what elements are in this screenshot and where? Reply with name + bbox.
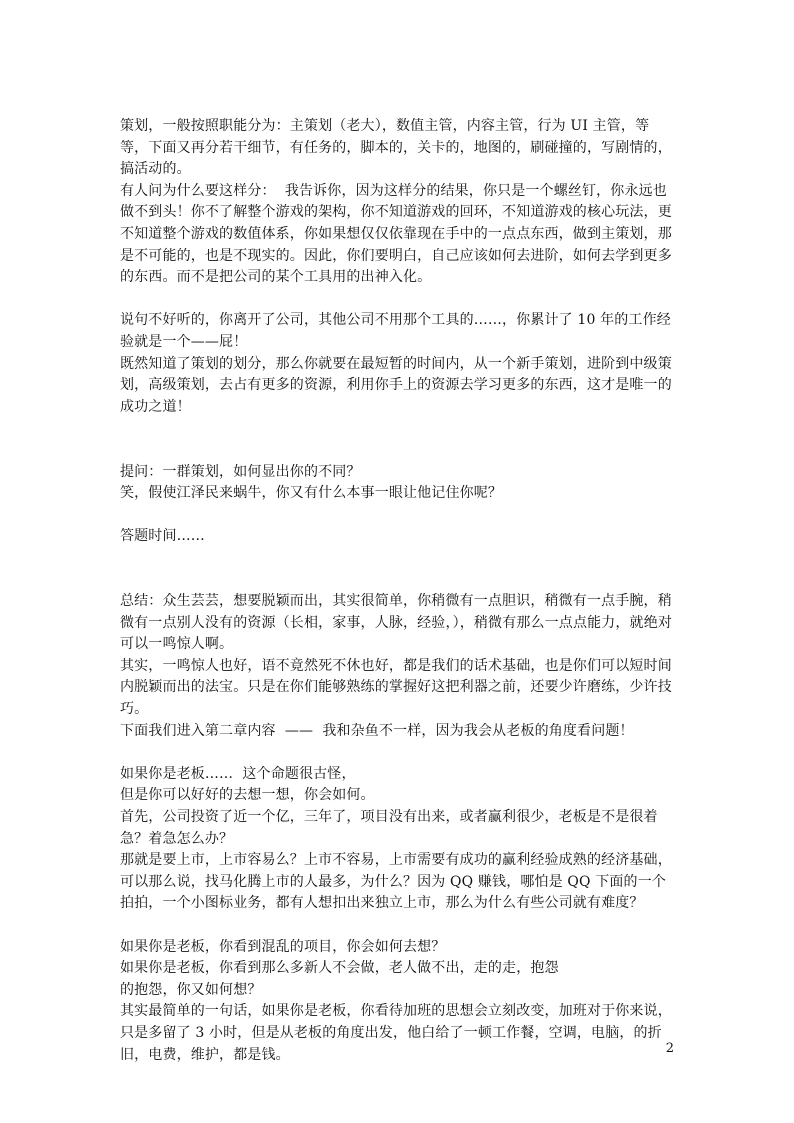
paragraph-investment: 首先，公司投资了近一个亿，三年了，项目没有出来，或者赢利很少，老板是不是很着急？着急怎么办？ [120,809,658,847]
paragraph-why-divide: 有人问为什么要这样分： 我告诉你，因为这样分的结果，你只是一个螺丝钉，你永远也做不到头！你不了解整个游戏的架构，你不知道游戏的回环，不知道游戏的核心玩法，更不知道整个游戏的数值体系，你如果想仅仅依靠现在手中的一点点东西，做到主策划，那是不可能的，也是不现实的。因此，你们要明白，自己应该如何去进阶，如何去学到更多的东西。而不是把公司的某个工具用的出神入化。 [120,182,672,286]
paragraph-chapter-two: 下面我们进入第二章内容 —— 我和杂鱼不一样，因为我会从老板的角度看问题！ [120,722,634,739]
blank-lines [120,548,676,591]
page-number: 2 [665,1041,674,1056]
paragraph-skills: 其实，一鸣惊人也好，语不竟然死不休也好，都是我们的话术基础，也是你们可以短时间内脱颖而出的法宝。只是在你们能够熟练的掌握好这把利器之前，还要少许磨练，少许技巧。 [120,657,672,718]
paragraph-messy-project: 如果你是老板，你看到混乱的项目，你会如何去想？ [120,938,446,955]
blank-line [120,742,676,764]
paragraph-roles: 策划，一般按照职能分为：主策划（老大），数值主管，内容主管，行为 UI 主管，等等，下面又再分若干细节，有任务的，脚本的，关卡的，地图的，刷碰撞的，写剧情的，搞活动的。 [120,118,672,178]
document-body [120,116,676,1066]
paragraph-answer-time: 答题时间…… [120,528,205,545]
paragraph-complaints: 的抱怨，你又如何想？ [120,981,262,998]
paragraph-overtime: 其实最简单的一句话，如果你是老板，你看待加班的思想会立刻改变，加班对于你来说，只是多留了 3 小时，但是从老板的角度出发，他白给了一顿工作餐，空调，电脑，的折旧，电费，维护，都是钱。 [120,1003,672,1063]
blank-line [120,289,676,311]
paragraph-summary: 总结：众生芸芸，想要脱颖而出，其实很简单，你稍微有一点胆识，稍微有一点手腕，稍微有一点别人没有的资源（长相，家事，人脉，经验，），稍微有那么一点点能力，就绝对可以一鸣惊人啊。 [120,593,672,653]
blank-line [120,505,676,527]
paragraph-think: 但是你可以好好的去想一想，你会如何。 [120,787,375,804]
paragraph-question: 提问：一群策划，如何显出你的不同？ [120,463,361,480]
blank-lines [120,418,676,461]
paragraph-listing: 那就是要上市，上市容易么？上市不容易，上市需要有成功的赢利经验成熟的经济基础，可以那么说，找马化腾上市的人最多，为什么？因为 QQ 赚钱，哪怕是 QQ 下面的一个拍拍，一个小图标业务，都有人想扣出来独立上市，那么为什么有些公司就有难度？ [120,852,672,912]
paragraph-advance: 既然知道了策划的划分，那么你就要在最短暂的时间内，从一个新手策划，进阶到中级策划，高级策划，去占有更多的资源，利用你手上的资源去学习更多的东西，这才是唯一的成功之道！ [120,355,672,415]
paragraph-leave-company: 说句不好听的，你离开了公司，其他公司不用那个工具的……，你累计了 10 年的工作经验就是一个——屁！ [120,312,671,350]
blank-line [120,915,676,937]
paragraph-if-boss: 如果你是老板…… 这个命题很古怪， [120,765,356,782]
paragraph-question-example: 笑，假使江泽民来蜗牛，你又有什么本事一眼让他记住你呢？ [120,485,503,502]
paragraph-new-old-staff: 如果你是老板，你看到那么多新人不会做，老人做不出，走的走，抱怨 [120,960,559,977]
